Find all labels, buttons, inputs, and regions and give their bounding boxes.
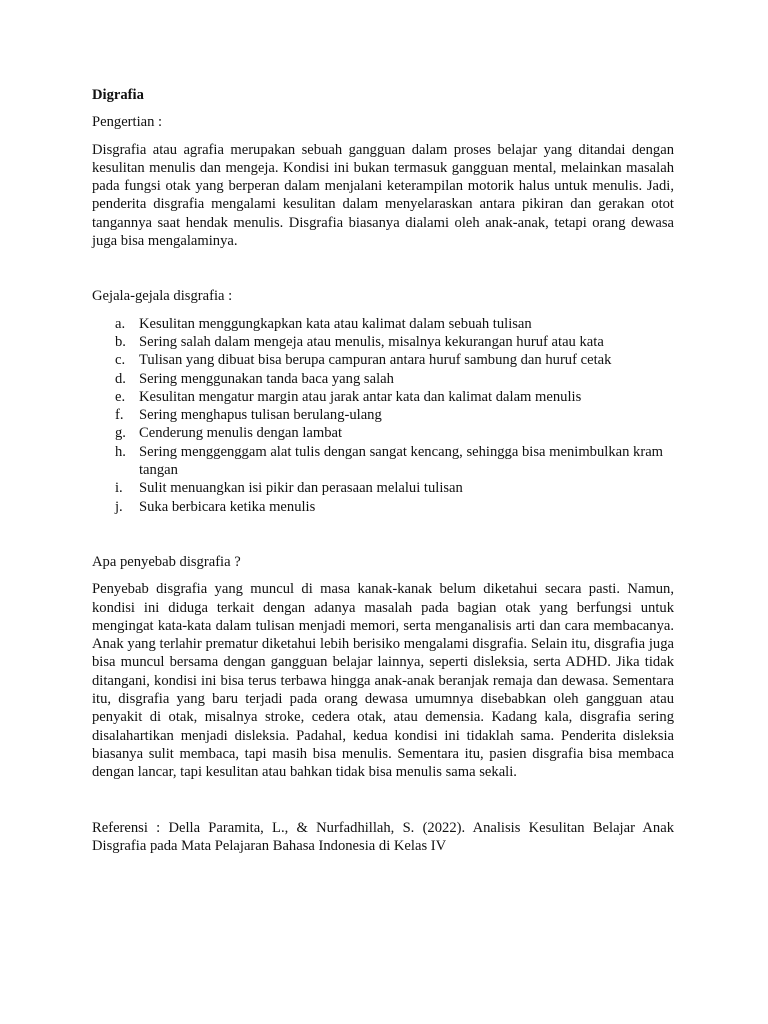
section-spacer: [92, 516, 674, 553]
list-marker: g.: [115, 425, 126, 442]
list-marker: h.: [115, 443, 126, 460]
definition-label: Pengertian :: [92, 114, 163, 131]
list-item-text: Kesulitan menggungkapkan kata atau kalimat dalam sebuah tulisan: [139, 315, 532, 332]
list-marker: j.: [115, 498, 123, 515]
list-marker: c.: [115, 352, 126, 369]
list-item-text: Tulisan yang dibuat bisa berupa campuran antara huruf sambung dan huruf cetak: [139, 352, 612, 369]
list-item: [92, 333, 674, 351]
list-marker: b.: [115, 333, 126, 350]
cause-question: Apa penyebab disgrafia ?: [92, 553, 241, 570]
list-item: [92, 351, 674, 369]
list-marker: d.: [115, 370, 126, 387]
list-item-text: Sulit menuangkan isi pikir dan perasaan melalui tulisan: [139, 480, 463, 497]
list-item-text: Sering salah dalam mengeja atau menulis, misalnya kekurangan huruf atau kata: [139, 333, 604, 350]
list-item-text: Sering menggenggam alat tulis dengan sangat kencang, sehingga bisa menimbulkan kram tangan: [139, 443, 664, 479]
list-item: [92, 498, 674, 516]
list-item: [92, 424, 674, 442]
list-item-text: Suka berbicara ketika menulis: [139, 498, 316, 515]
list-marker: i.: [115, 480, 123, 497]
list-item: [92, 370, 674, 388]
list-item: [92, 479, 674, 497]
list-item-text: Kesulitan mengatur margin atau jarak antar kata dan kalimat dalam menulis: [139, 388, 582, 405]
definition-paragraph: Disgrafia atau agrafia merupakan sebuah gangguan dalam proses belajar yang ditandai dengan kesulitan menulis dan mengeja. Kondisi ini bukan termasuk gangguan mental, melainkan masalah pada fungsi otak yang berperan dalam menjalani keterampilan motorik halus untuk menulis. Jadi, penderita disgrafia mengalami kesulitan dalam menyelaraskan antara pikiran dan gerakan otot tangannya saat hendak menulis. Disgrafia biasanya dialami oleh anak-anak, tetapi orang dewasa juga bisa mengalaminya.: [92, 141, 674, 250]
symptoms-list: [92, 315, 674, 516]
section-spacer: [92, 782, 674, 819]
list-item-text: Cenderung menulis dengan lambat: [139, 425, 343, 442]
list-item: [92, 443, 674, 480]
list-marker: a.: [115, 315, 126, 332]
document-title: Digrafia: [92, 87, 144, 103]
list-marker: f.: [115, 407, 124, 424]
section-spacer: [92, 250, 674, 287]
symptoms-label: Gejala-gejala disgrafia :: [92, 288, 233, 305]
cause-paragraph: Penyebab disgrafia yang muncul di masa kanak-kanak belum diketahui secara pasti. Namun, kondisi ini diduga terkait dengan adanya masalah pada bagian otak yang berfungsi untuk mengingat kata-kata dalam tulisan menjadi memori, serta menganalisis arti dan cara membacanya. Anak yang terlahir prematur diketahui lebih berisiko mengalami disgrafia. Selain itu, disgrafia juga bisa muncul bersama dengan gangguan belajar lainnya, seperti disleksia, serta ADHD. Jika tidak ditangani, kondisi ini bisa terus terbawa hingga anak-anak beranjak remaja dan dewasa. Sementara itu, disgrafia yang baru terjadi pada orang dewasa umumnya disebabkan oleh gangguan atau penyakit di otak, misalnya stroke, cedera otak, atau demensia. Kadang kala, disgrafia sering disalahartikan menjadi disleksia. Padahal, kedua kondisi ini tidaklah sama. Penderita disleksia biasanya sulit membaca, tapi masih bisa menulis. Sementara itu, pasien disgrafia bisa membaca dengan lancar, tapi kesulitan atau bahkan tidak bisa menulis sama sekali.: [92, 581, 674, 781]
list-item-text: Sering menghapus tulisan berulang-ulang: [139, 407, 382, 424]
list-item-text: Sering menggunakan tanda baca yang salah: [139, 370, 394, 387]
list-item: [92, 315, 674, 333]
list-item: [92, 388, 674, 406]
reference-paragraph: Referensi : Della Paramita, L., & Nurfadhillah, S. (2022). Analisis Kesulitan Belajar Anak Disgrafia pada Mata Pelajaran Bahasa Indonesia di Kelas IV: [92, 819, 674, 854]
list-marker: e.: [115, 388, 126, 405]
document-page: [92, 86, 674, 855]
list-item: [92, 406, 674, 424]
